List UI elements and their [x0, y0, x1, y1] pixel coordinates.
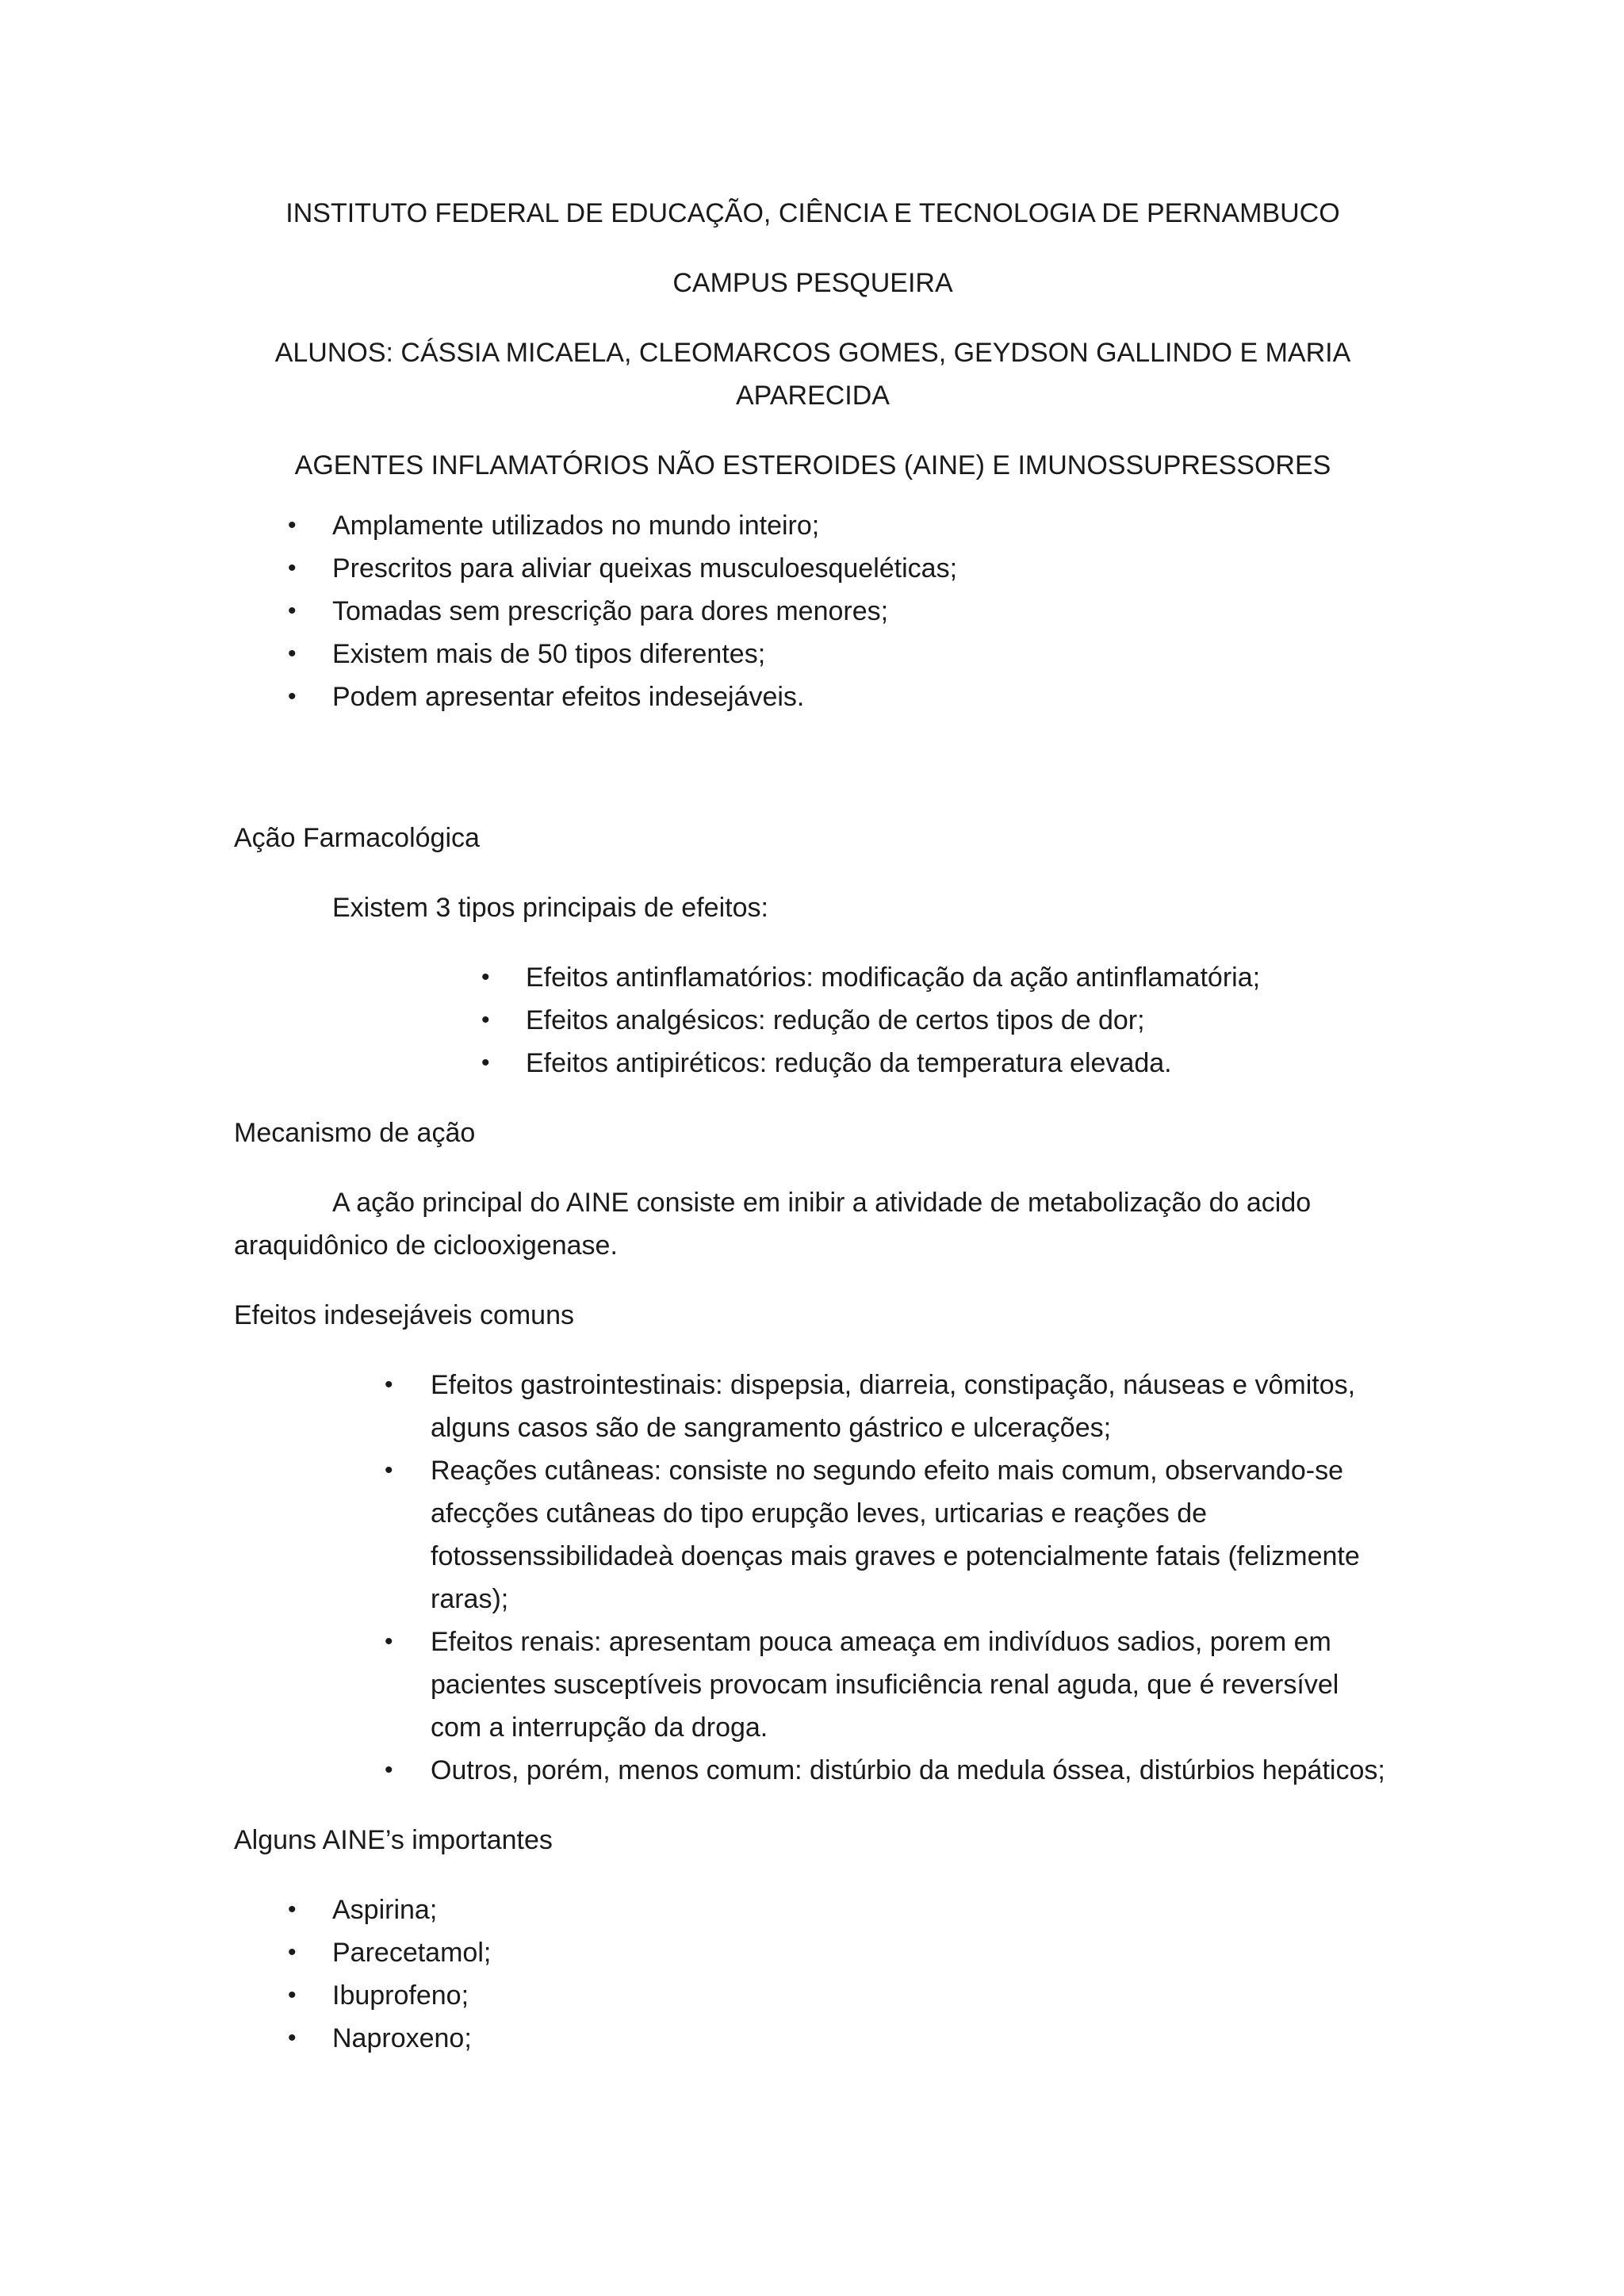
section-heading-mecanismo: Mecanismo de ação — [234, 1118, 476, 1148]
spacer — [234, 718, 1392, 817]
list-item: • Amplamente utilizados no mundo inteiro; — [234, 504, 1392, 547]
list-item: • Aspirina; — [234, 1888, 1392, 1931]
section-heading-acao: Ação Farmacológica — [234, 823, 480, 853]
list-item: • Ibuprofeno; — [234, 1974, 1392, 2017]
list-item: • Reações cutâneas: consiste no segundo efeito mais comum, observando-se afecções cutâneas do tipo erupção leves, urticarias e reações de fotossenssibilidadeà doenças mais graves e potencialmente fatais (felizmente raras); — [385, 1449, 1392, 1621]
list-item: • Efeitos antipiréticos: redução da temperatura elevada. — [481, 1042, 1392, 1085]
list-item: • Efeitos antinflamatórios: modificação da ação antinflamatória; — [481, 956, 1392, 999]
list-item: • Efeitos gastrointestinais: dispepsia, diarreia, constipação, náuseas e vômitos, alguns casos são de sangramento gástrico e ulcerações; — [385, 1364, 1392, 1449]
list-item: • Efeitos analgésicos: redução de certos tipos de dor; — [481, 999, 1392, 1042]
section-heading-importantes: Alguns AINE’s importantes — [234, 1825, 553, 1855]
document-content — [234, 192, 1392, 2060]
section-heading-efeitos: Efeitos indesejáveis comuns — [234, 1300, 575, 1330]
institution-title: INSTITUTO FEDERAL DE EDUCAÇÃO, CIÊNCIA E TECNOLOGIA DE PERNAMBUCO — [285, 198, 1340, 228]
list-item: • Podem apresentar efeitos indesejáveis. — [234, 675, 1392, 718]
list-item: • Naproxeno; — [234, 2017, 1392, 2060]
efeitos-list — [385, 1364, 1392, 1792]
list-item: • Outros, porém, menos comum: distúrbio da medula óssea, distúrbios hepáticos; — [385, 1749, 1392, 1792]
intro-list — [234, 504, 1392, 718]
list-item: • Tomadas sem prescrição para dores menores; — [234, 590, 1392, 633]
list-item: • Prescritos para aliviar queixas musculoesqueléticas; — [234, 547, 1392, 590]
acao-intro: Existem 3 tipos principais de efeitos: — [332, 893, 768, 923]
mecanismo-text: A ação principal do AINE consiste em inibir a atividade de metabolização do acido araquidônico de ciclooxigenase. — [234, 1188, 1312, 1261]
list-item: • Existem mais de 50 tipos diferentes; — [234, 633, 1392, 675]
list-item: • Efeitos renais: apresentam pouca ameaça em indivíduos sadios, porem em pacientes susceptíveis provocam insuficiência renal aguda, que é reversível com a interrupção da droga. — [385, 1621, 1392, 1749]
document-title: AGENTES INFLAMATÓRIOS NÃO ESTEROIDES (AINE) E IMUNOSSUPRESSORES — [294, 450, 1331, 480]
list-item: • Parecetamol; — [234, 1931, 1392, 1974]
importantes-list — [234, 1888, 1392, 2060]
campus-title: CAMPUS PESQUEIRA — [672, 268, 953, 298]
acao-list — [481, 956, 1392, 1085]
students-line: ALUNOS: CÁSSIA MICAELA, CLEOMARCOS GOMES, GEYDSON GALLINDO E MARIA APARECIDA — [274, 338, 1351, 411]
